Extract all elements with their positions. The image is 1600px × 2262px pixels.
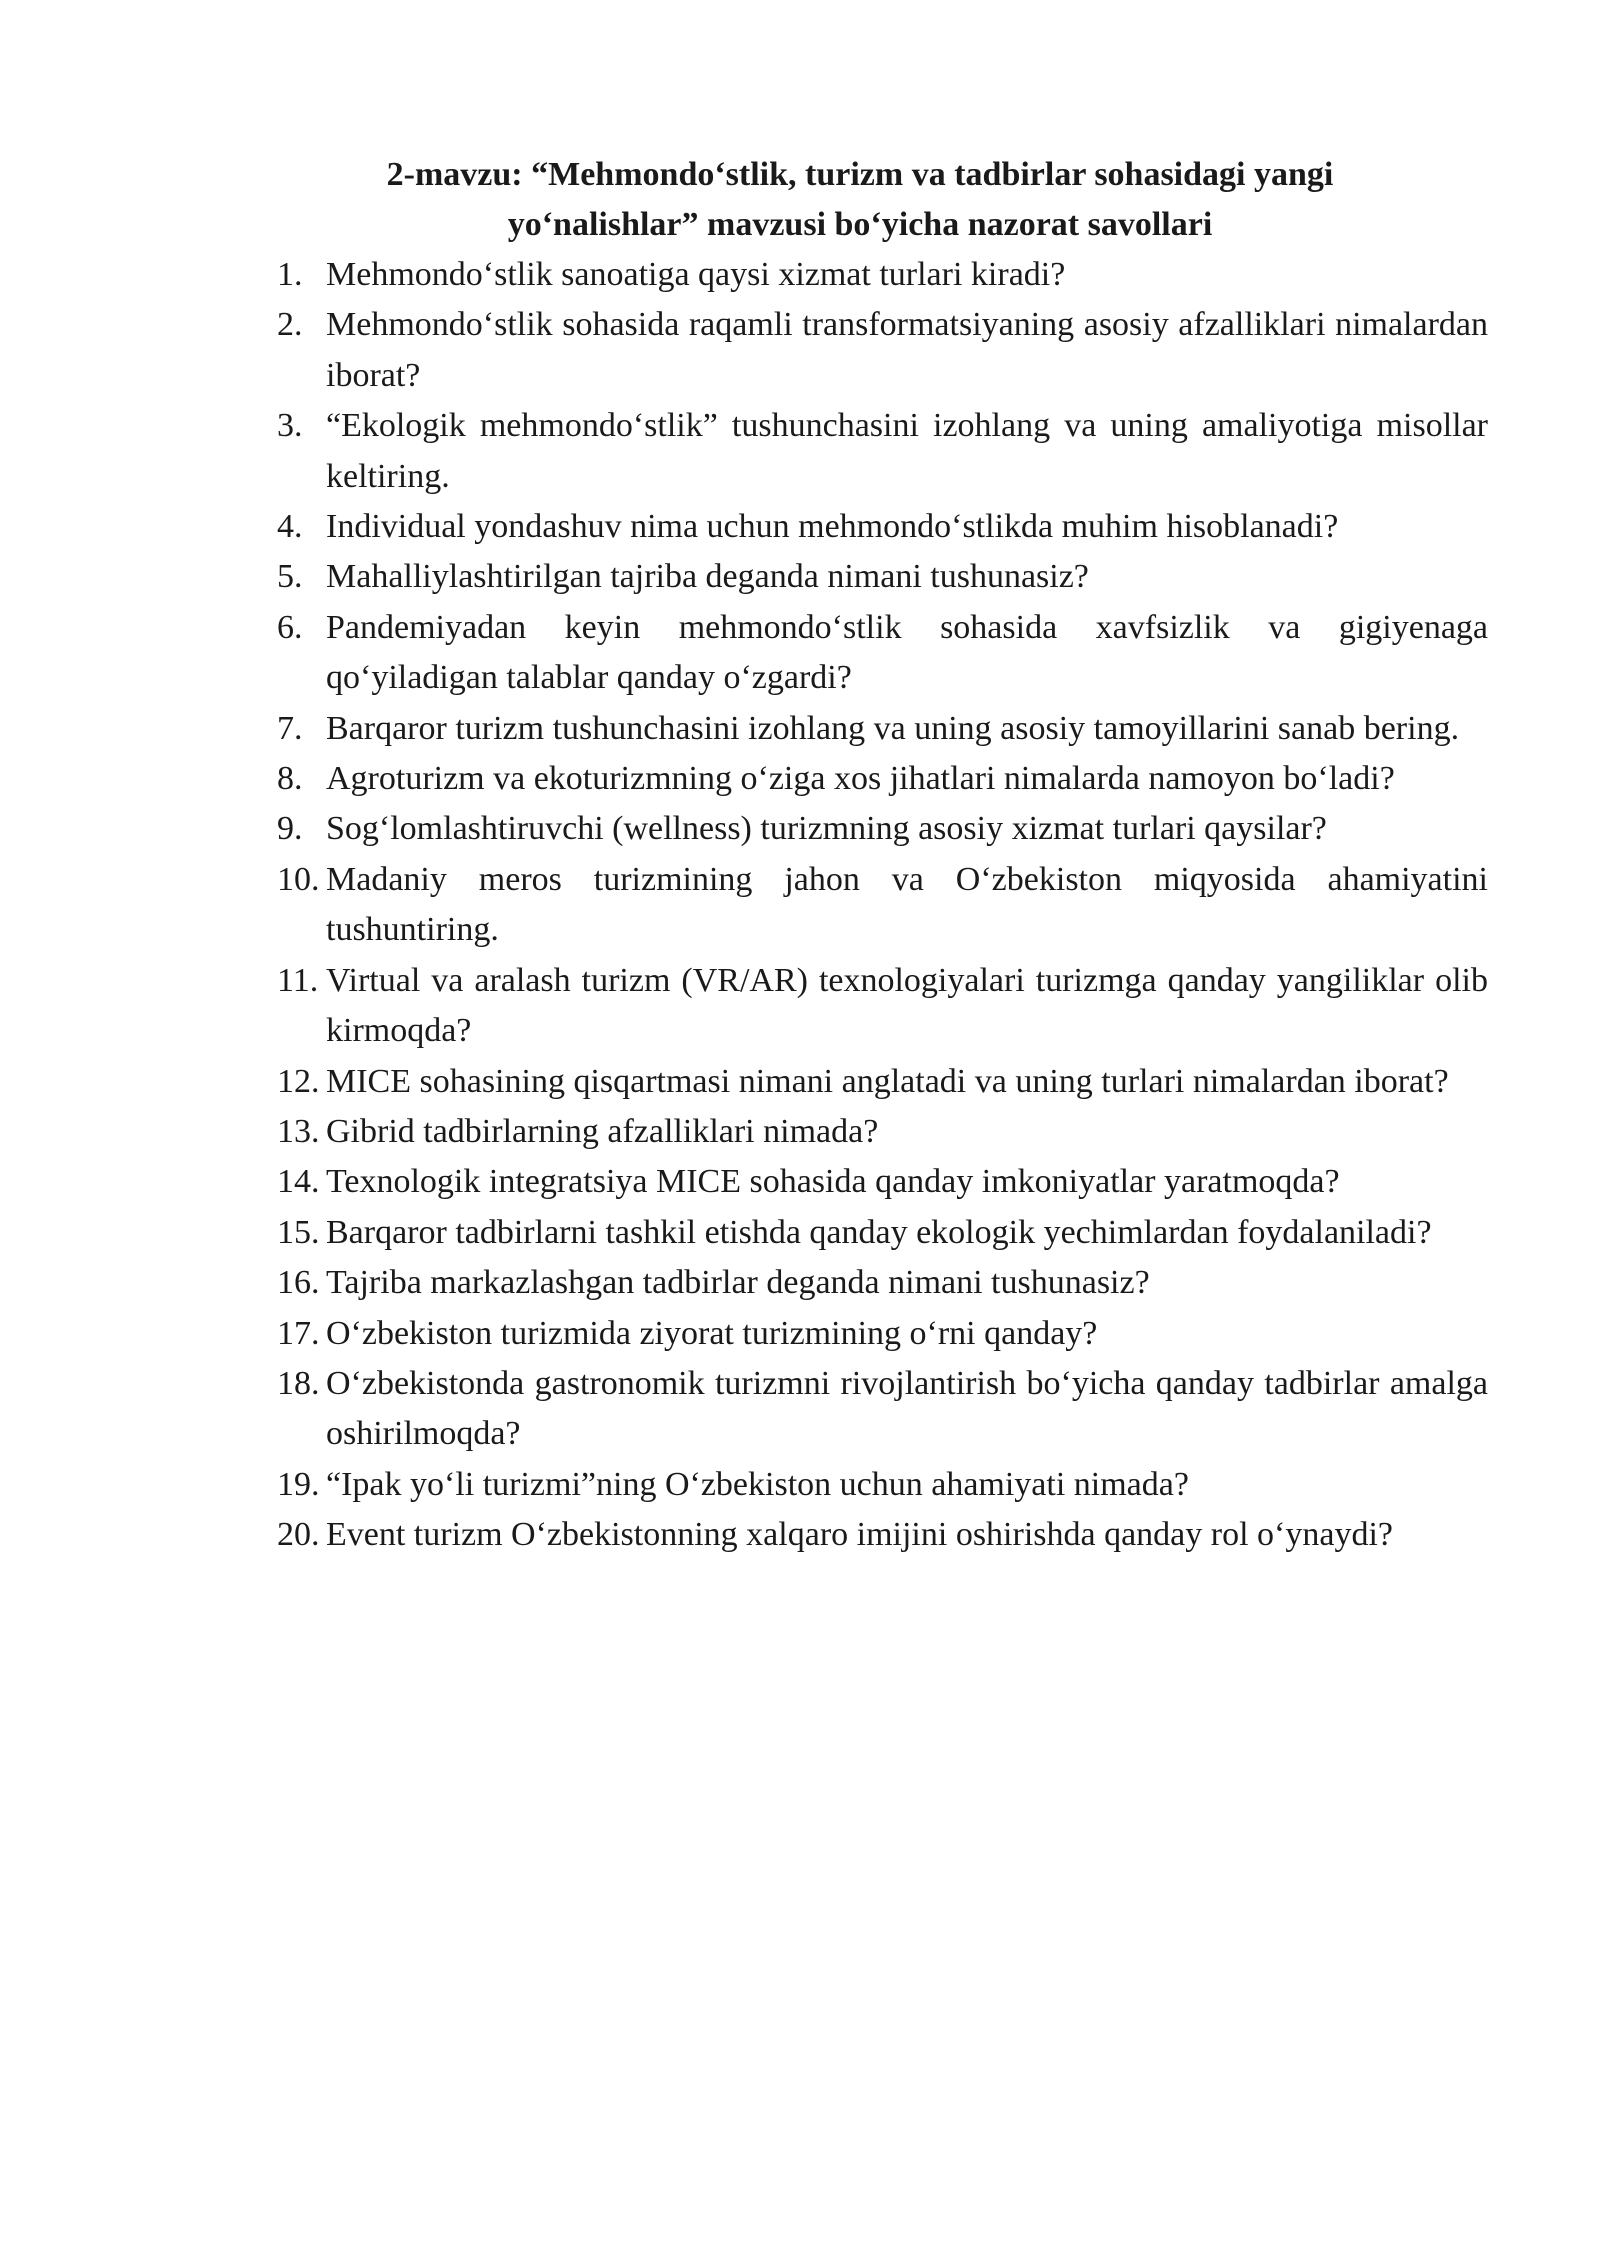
- list-item: [270, 804, 1488, 854]
- list-item: [270, 754, 1488, 804]
- item-number: 12.: [277, 1062, 320, 1100]
- questions-list: [270, 250, 1488, 1561]
- item-number: 20.: [277, 1516, 320, 1554]
- item-number: 10.: [277, 860, 320, 898]
- item-number: 18.: [277, 1364, 320, 1402]
- item-number: 9.: [277, 810, 303, 848]
- item-number: 16.: [277, 1264, 320, 1302]
- item-text: MICE sohasining qisqartmasi nimani anglatadi va uning turlari nimalardan iborat?: [326, 1062, 1449, 1100]
- item-number: 5.: [277, 558, 303, 596]
- list-item: [270, 401, 1488, 502]
- item-number: 3.: [277, 407, 303, 445]
- item-text: Barqaror turizm tushunchasini izohlang va uning asosiy tamoyillarini sanab bering.: [326, 709, 1460, 747]
- list-item: [270, 1460, 1488, 1510]
- item-number: 11.: [277, 961, 319, 999]
- list-item: [270, 1057, 1488, 1107]
- item-text: Agroturizm va ekoturizmning o‘ziga xos jihatlari nimalarda namoyon bo‘ladi?: [326, 760, 1395, 798]
- list-item: [270, 1157, 1488, 1207]
- item-text: Mehmondo‘stlik sanoatiga qaysi xizmat turlari kiradi?: [326, 256, 1066, 293]
- item-number: 19.: [277, 1465, 320, 1503]
- item-number: 6.: [277, 608, 303, 646]
- title-line-2: yo‘nalishlar” mavzusi bo‘yicha nazorat savollari: [507, 206, 1213, 243]
- list-item: [270, 1309, 1488, 1359]
- item-number: 8.: [277, 760, 303, 798]
- item-number: 2.: [277, 306, 303, 344]
- item-text: Event turizm O‘zbekistonning xalqaro imijini oshirishda qanday rol o‘ynaydi?: [326, 1516, 1393, 1554]
- item-text: Madaniy meros turizmining jahon va O‘zbekiston miqyosida ahamiyatini tushuntiring.: [326, 860, 1488, 949]
- item-number: 1.: [277, 256, 303, 293]
- item-text: “Ipak yo‘li turizmi”ning O‘zbekiston uchun ahamiyati nimada?: [326, 1465, 1189, 1503]
- list-item: [270, 250, 1488, 300]
- title-line-1: 2-mavzu: “Mehmondo‘stlik, turizm va tadbirlar sohasidagi yangi: [386, 156, 1334, 193]
- list-item: [270, 1510, 1488, 1560]
- item-text: Virtual va aralash turizm (VR/AR) texnologiyalari turizmga qanday yangiliklar olib kirmoqda?: [326, 961, 1488, 1050]
- item-text: Texnologik integratsiya MICE sohasida qanday imkoniyatlar yaratmoqda?: [326, 1163, 1340, 1201]
- list-item: [270, 704, 1488, 754]
- list-item: [270, 1258, 1488, 1308]
- item-number: 4.: [277, 508, 303, 546]
- list-item: [270, 956, 1488, 1057]
- item-number: 13.: [277, 1112, 320, 1150]
- item-text: Barqaror tadbirlarni tashkil etishda qanday ekologik yechimlardan foydalaniladi?: [326, 1213, 1432, 1251]
- item-text: Mahalliylashtirilgan tajriba deganda nimani tushunasiz?: [326, 558, 1089, 596]
- item-number: 17.: [277, 1314, 320, 1352]
- item-number: 14.: [277, 1163, 320, 1201]
- item-number: 7.: [277, 709, 303, 747]
- item-text: Gibrid tadbirlarning afzalliklari nimada?: [326, 1112, 879, 1150]
- list-item: [270, 1107, 1488, 1157]
- item-text: “Ekologik mehmondo‘stlik” tushunchasini izohlang va uning amaliyotiga misollar keltiring.: [326, 407, 1488, 495]
- item-text: O‘zbekistonda gastronomik turizmni rivojlantirish bo‘yicha qanday tadbirlar amalga oshirilmoqda?: [326, 1364, 1488, 1453]
- list-item: [270, 855, 1488, 956]
- list-item: [270, 603, 1488, 704]
- item-text: Individual yondashuv nima uchun mehmondo‘stlikda muhim hisoblanadi?: [326, 508, 1339, 546]
- item-text: Mehmondo‘stlik sohasida raqamli transformatsiyaning asosiy afzalliklari nimalardan iborat?: [326, 306, 1488, 394]
- list-item: [270, 552, 1488, 602]
- item-text: Sog‘lomlashtiruvchi (wellness) turizmning asosiy xizmat turlari qaysilar?: [326, 810, 1327, 848]
- list-item: [270, 1359, 1488, 1460]
- list-item: [270, 1208, 1488, 1258]
- list-item: [270, 300, 1488, 401]
- item-text: Tajriba markazlashgan tadbirlar deganda nimani tushunasiz?: [326, 1264, 1150, 1302]
- item-text: O‘zbekiston turizmida ziyorat turizmining o‘rni qanday?: [326, 1314, 1098, 1352]
- page-title: [270, 150, 1450, 250]
- list-item: [270, 502, 1488, 552]
- item-text: Pandemiyadan keyin mehmondo‘stlik sohasida xavfsizlik va gigiyenaga qo‘yiladigan talablar qanday o‘zgardi?: [326, 608, 1488, 697]
- item-number: 15.: [277, 1213, 320, 1251]
